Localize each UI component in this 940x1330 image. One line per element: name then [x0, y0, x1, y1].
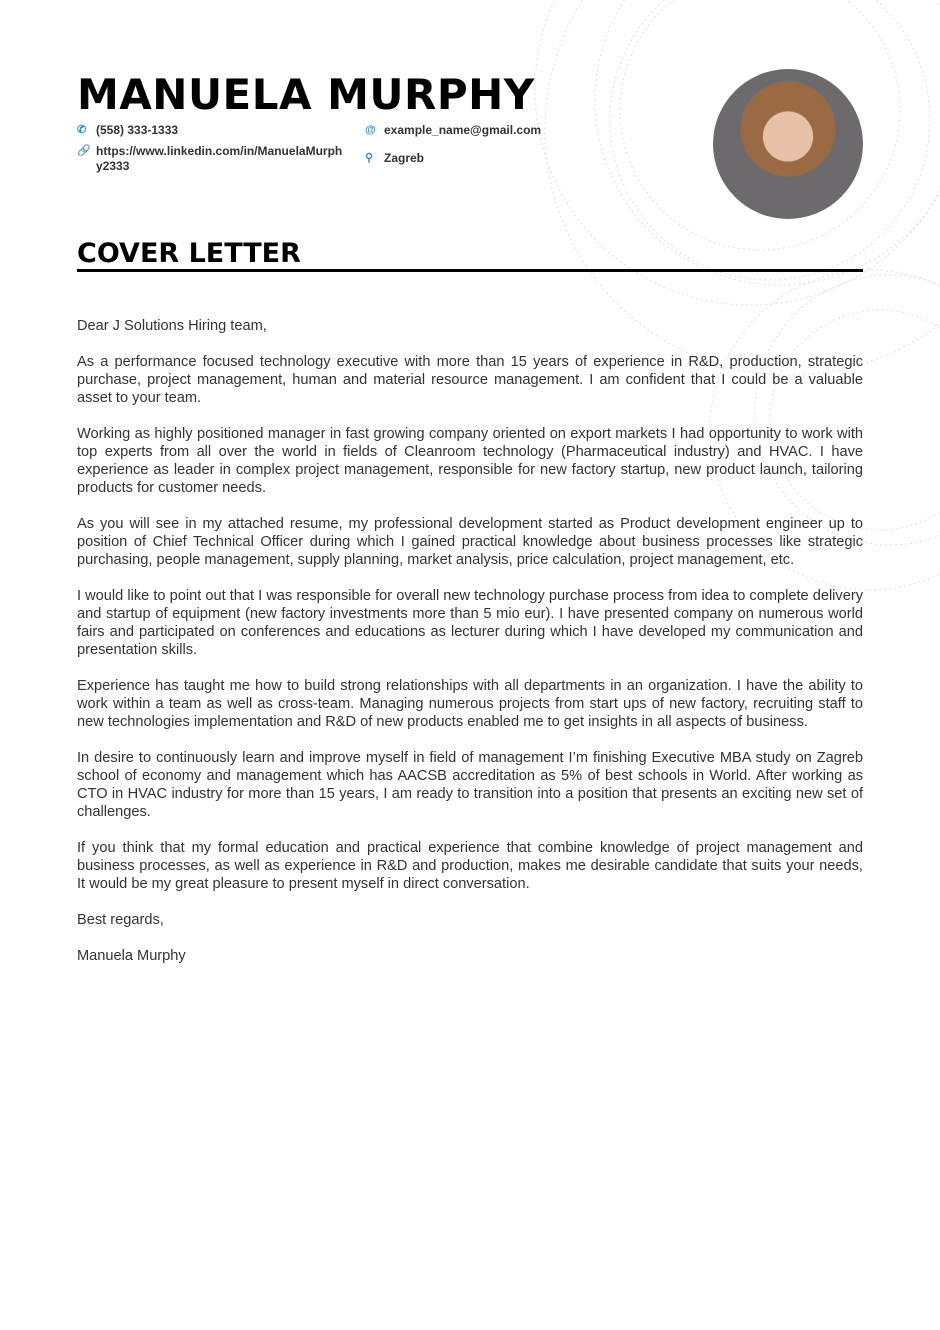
- avatar: [713, 69, 863, 219]
- divider: [77, 269, 863, 272]
- closing: Best regards,: [77, 912, 164, 928]
- paragraph: If you think that my formal education and practical experience that combine knowledge of project management and business processes, as well as experience in R&D and production, makes me desirable candidate that suits your needs, It would be my great pleasure to present myself in direct conversation.: [77, 840, 863, 892]
- paragraph: As you will see in my attached resume, my professional development started as Product development engineer up to position of Chief Technical Officer during which I gained practical knowledge about business processes like strategic purchasing, people management, supply planning, market analysis, price calculation, project management, etc.: [77, 516, 863, 568]
- candidate-name: MANUELA MURPHY: [77, 70, 535, 119]
- location-pin-icon: ⚲: [365, 152, 374, 164]
- paragraph: In desire to continuously learn and improve myself in field of management I’m finishing Executive MBA study on Zagreb school of economy and management which has AACSB accreditation as 5% of best schools in World. After working as CTO in HVAC industry for more than 15 years, I am ready to transition into a position that presents an exciting new set of challenges.: [77, 750, 863, 820]
- link-icon: 🔗: [77, 145, 91, 157]
- paragraph: Working as highly positioned manager in fast growing company oriented on export markets I had opportunity to work with top experts from all over the world in fields of Cleanroom technology (Pharmaceutical industry) and HVAC. I have experience as leader in complex project management, responsible for new factory startup, new product launch, tailoring products for customer needs.: [77, 426, 863, 496]
- paragraph: Experience has taught me how to build strong relationships with all departments in an organization. I have the ability to work within a team as well as cross-team. Managing numerous projects from start ups of new factory, recruiting staff to new technologies implementation and R&D of new products enabled me to get insights in all aspects of business.: [77, 678, 863, 730]
- location: ⚲ Zagreb: [365, 151, 425, 165]
- phone: ✆ (558) 333-1333: [77, 123, 179, 137]
- linkedin[interactable]: 🔗 https://www.linkedin.com/in/ManuelaMurphy2333: [77, 144, 343, 173]
- signature: Manuela Murphy: [77, 948, 186, 964]
- greeting: Dear J Solutions Hiring team,: [77, 318, 267, 334]
- letter-body: [77, 317, 863, 983]
- paragraph: I would like to point out that I was responsible for overall new technology purchase process from idea to complete delivery and startup of equipment (new factory investments more than 5 mio eur). I have presented company on numerous world fairs and participated on conferences and educations as lecturer during which I have developed my communication and presentation skills.: [77, 588, 863, 658]
- paragraph: As a performance focused technology executive with more than 15 years of experience in R&D, production, strategic purchase, project management, human and material resource management. I am confident that I could be a valuable asset to your team.: [77, 354, 863, 406]
- phone-icon: ✆: [77, 124, 87, 136]
- section-title: COVER LETTER: [77, 238, 301, 269]
- at-icon: @: [365, 124, 376, 136]
- email[interactable]: @ example_name@gmail.com: [365, 123, 542, 137]
